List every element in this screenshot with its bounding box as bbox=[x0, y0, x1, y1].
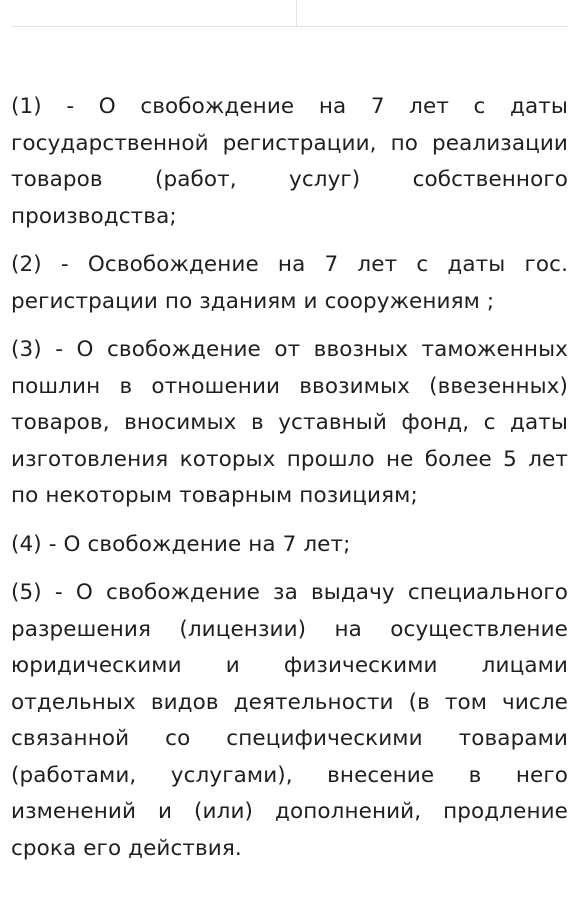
table-header-strip bbox=[11, 0, 568, 27]
paragraph-2: (2) - Освобождение на 7 лет с даты гос. регистрации по зданиям и сооружениям ; bbox=[11, 252, 568, 314]
column-divider bbox=[296, 0, 297, 26]
paragraph-4: (4) - О свобождение на 7 лет; bbox=[11, 531, 351, 557]
paragraph-1: (1) - О свобождение на 7 лет с даты государственной регистрации, по реализации товаров (работ, услуг) собственного производства; bbox=[11, 94, 568, 229]
paragraph-5: (5) - О свобождение за выдачу специального разрешения (лицензии) на осуществление юридическими и физическими лицами отдельных видов деятельности (в том числе связанной со специфическими товарами (работами, услугами), внесение в него изменений и (или) дополнений, продление срока его действия. bbox=[11, 580, 568, 861]
benefits-text-block bbox=[11, 89, 568, 879]
paragraph-3: (3) - О свобождение от ввозных таможенных пошлин в отношении ввозимых (ввезенных) товаров, вносимых в уставный фонд, с даты изготовления которых прошло не более 5 лет по некоторым товарным позициям; bbox=[11, 337, 568, 508]
